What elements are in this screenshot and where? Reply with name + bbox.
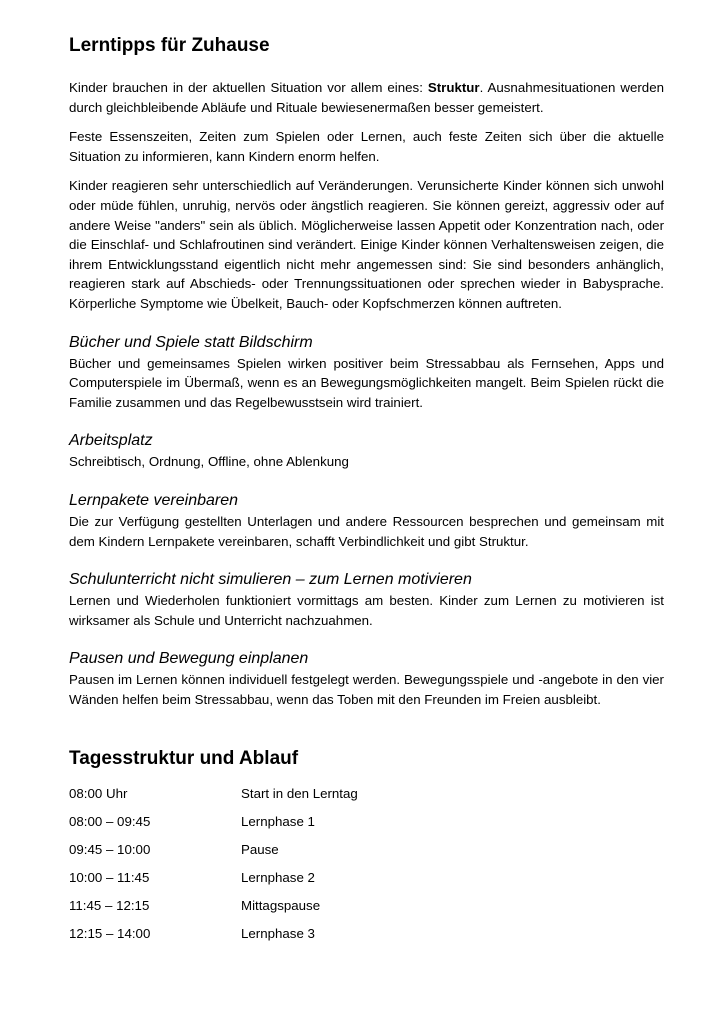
schedule-time: 09:45 – 10:00 (69, 841, 151, 857)
schedule-title: Tagesstruktur und Ablauf (69, 748, 299, 770)
schedule-time: 10:00 – 11:45 (69, 869, 150, 885)
table-row (69, 891, 358, 919)
schedule-activity: Lernphase 2 (241, 869, 315, 885)
section-heading: Lernpakete vereinbaren (69, 491, 239, 509)
schedule-time: 12:15 – 14:00 (69, 925, 151, 941)
section-heading: Arbeitsplatz (69, 432, 153, 450)
table-row (69, 919, 358, 947)
schedule-time: 11:45 – 12:15 (69, 897, 150, 913)
section-text: Schreibtisch, Ordnung, Offline, ohne Ablenkung (69, 454, 349, 470)
table-row (69, 863, 358, 891)
schedule-activity: Start in den Lerntag (241, 785, 358, 801)
intro-paragraph-1 (69, 78, 664, 117)
schedule-activity: Mittagspause (241, 897, 321, 913)
section-text: Pausen im Lernen können individuell festgelegt werden. Bewegungsspiele und -angebote in den vier Wänden helfen beim Stressabbau, wenn das Toben mit den Freunden im Freien ausbleibt. (69, 672, 664, 707)
document-page (69, 34, 664, 947)
section-text: Bücher und gemeinsames Spielen wirken positiver beim Stressabbau als Fernsehen, Apps und Computerspiele im Übermaß, wenn es an Bewegungsmöglichkeiten mangelt. Beim Spielen rückt die Familie zusammen und das Regelbewusstsein wird trainiert. (69, 355, 664, 410)
schedule-activity: Lernphase 3 (241, 925, 315, 941)
section-pausen-bewegung (69, 648, 664, 709)
intro-p1-end: . Ausnahmesituationen werden durch gleichbleibende Abläufe und Rituale bewiesenermaßen besser gemeistert. (69, 80, 664, 115)
intro-paragraph-3: Kinder reagieren sehr unterschiedlich auf Veränderungen. Verunsicherte Kinder können sich unwohl oder müde fühlen, unruhig, nervös oder ängstlich reagieren. Sie können gereizt, aggressiv oder auf andere Weise "anders" sein als üblich. Möglicherweise lassen Appetit oder Konzentration nach, oder die Einschlaf- und Schlafroutinen sind verändert. Einige Kinder können Verhaltensweisen zeigen, die ihrem Entwicklungsstand eigentlich nicht mehr angemessen sind: Sie sind besonders anhänglich, reagieren stark auf Abschieds- oder Trennungssituationen oder sprechen wieder in Babysprache. Körperliche Symptome wie Übelkeit, Bauch- oder Kopfschmerzen können auftreten. (69, 178, 664, 311)
intro-p1-start: Kinder brauchen in der aktuellen Situation vor allem eines: (69, 80, 428, 95)
intro-paragraph-2: Feste Essenszeiten, Zeiten zum Spielen oder Lernen, auch feste Zeiten sich über die aktuelle Situation zu informieren, kann Kindern enorm helfen. (69, 129, 664, 164)
schedule-activity: Lernphase 1 (241, 813, 315, 829)
section-schulunterricht (69, 569, 664, 630)
section-text: Die zur Verfügung gestellten Unterlagen und andere Ressourcen besprechen und gemeinsam mit dem Kindern Lernpakete vereinbaren, schafft Verbindlichkeit und gibt Struktur. (69, 513, 664, 549)
section-heading: Schulunterricht nicht simulieren – zum Lernen motivieren (69, 571, 472, 589)
schedule-activity: Pause (241, 841, 279, 857)
schedule-time: 08:00 – 09:45 (69, 813, 151, 829)
section-text: Lernen und Wiederholen funktioniert vormittags am besten. Kinder zum Lernen zu motivieren ist wirksamer als Schule und Unterricht nachzuahmen. (69, 593, 664, 628)
table-row (69, 779, 358, 807)
page-title: Lerntipps für Zuhause (69, 35, 270, 56)
intro-p1-bold: Struktur (427, 80, 480, 95)
schedule-time: 08:00 Uhr (69, 785, 128, 801)
schedule-table (69, 779, 358, 947)
section-lernpakete (69, 490, 664, 551)
table-row (69, 835, 358, 863)
section-heading: Bücher und Spiele statt Bildschirm (69, 333, 313, 351)
section-heading: Pausen und Bewegung einplanen (69, 650, 309, 668)
table-row (69, 807, 358, 835)
section-arbeitsplatz (69, 430, 664, 472)
section-buecher-spiele (69, 332, 664, 413)
